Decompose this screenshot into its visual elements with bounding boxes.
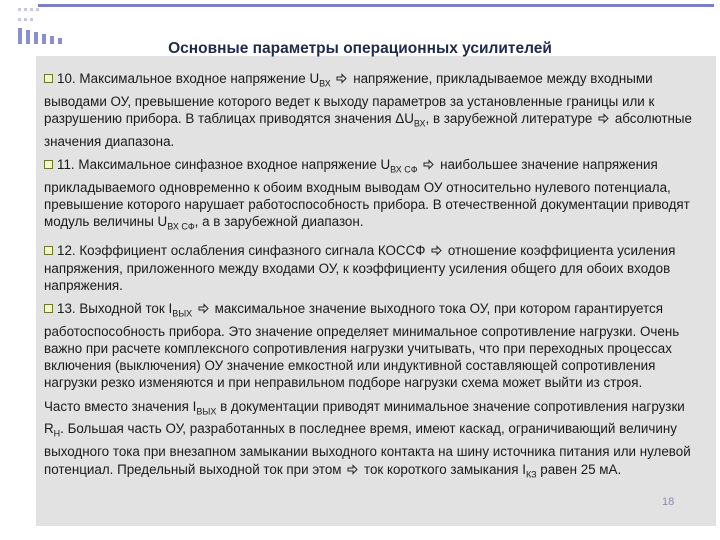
right-arrow-icon <box>198 303 209 314</box>
paragraph-12: 12. Коэффициент ослабления синфазного сигнала КОССФ отношение коэффициента усиления напряжения, приложенного между входами ОУ, к коэффициенту усиления общего для обоих входов напряжения. <box>44 243 676 293</box>
square-bullet-icon <box>44 246 53 255</box>
page-title: Основные параметры операционных усилителей <box>168 40 552 57</box>
slide-body <box>44 70 696 489</box>
right-arrow-icon <box>431 245 442 256</box>
right-arrow-icon <box>336 73 347 84</box>
paragraph-10: 10. Максимальное входное напряжение $U_{ВХ}$ напряжение, прикладываемое между входными выводами ОУ, превышение которого ведет к выходу параметров за установленные границы или к разрушению прибора. В таблицах приводятся значения $\Delta U_{ВХ}$, в зарубежной литературе абсолютные значения диапазона. <box>44 71 692 149</box>
paragraph-11: 11. Максимальное синфазное входное напряжение $U_{ВХ СФ}$ наибольшее значение напряжения прикладываемого одновременно к обоим входным выводам ОУ относительно нулевого потенциала, превышение которого нарушает работоспособность прибора. В отечественной документации приводят модуль величины $U_{ВХ СФ}$, а в зарубежной диапазон. <box>44 157 690 233</box>
right-arrow-icon <box>347 464 358 475</box>
square-bullet-icon <box>44 304 53 313</box>
right-arrow-icon <box>423 159 434 170</box>
paragraph-13: 13. Выходной ток $I_{ВЫХ}$ максимальное значение выходного тока ОУ, при котором гарантируется работоспособность прибора. Это значение определяет минимальное сопротивление нагрузки. Очень важно при расчете комплексного сопротивления нагрузки учитывать, что при переходных процессах включения (выключения) ОУ значение емкостной или индуктивной составляющей сопротивления нагрузки резко изменяются и при неправильном подборе нагрузки схема может выйти из строя. <box>44 300 680 391</box>
square-bullet-icon <box>44 160 53 169</box>
square-bullet-icon <box>44 74 53 83</box>
paragraph-output-resistance: Часто вместо значения $I_{ВЫХ}$ в документации приводят минимальное значение сопротивления нагрузки $R_Н$. Большая часть ОУ, разработанных в последнее время, имеют каскад, ограничивающий величину выходного тока при внезапном замыкании выходного контакта на шину источника питания или нулевой потенциал. Предельный выходной ток при этом ток короткого замыкания $I_{КЗ}$ равен 25 мА. <box>44 398 691 480</box>
page-number: 18 <box>662 496 675 508</box>
right-arrow-icon <box>598 113 609 124</box>
